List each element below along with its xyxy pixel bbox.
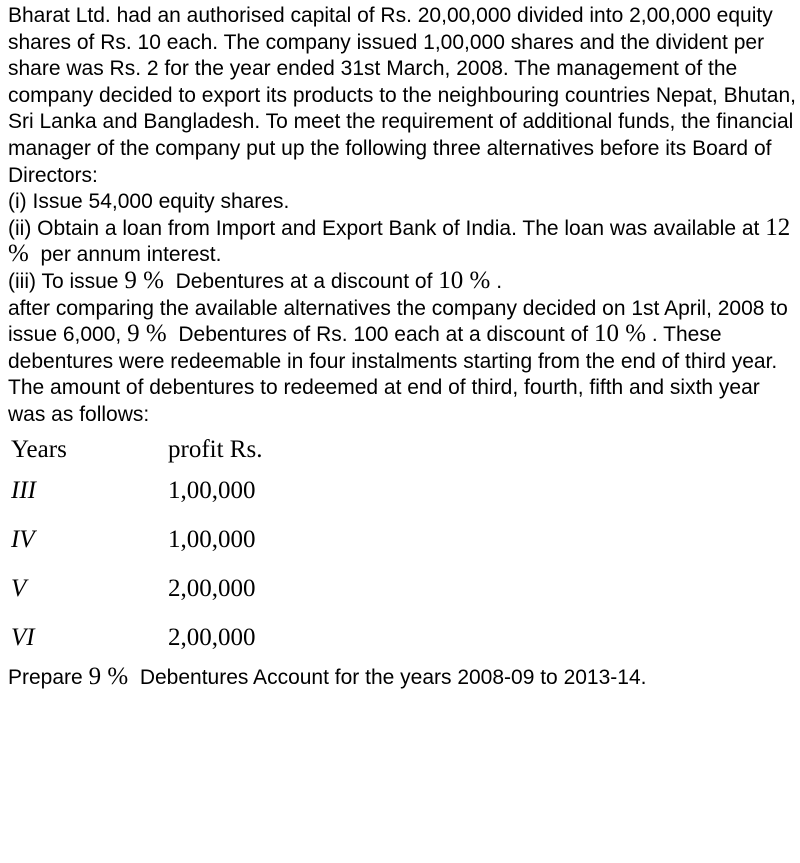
decision-suffix: . These debentures were redeemable in four instalments starting from the end of third year. The amount of debentures to redeemed at end of third, fourth, fifth and sixth year was as follows: [8, 323, 778, 426]
prepare-rate: 9 % [88, 662, 129, 690]
table-cell-year: III [11, 476, 36, 504]
table-row [11, 467, 368, 516]
decision-discount: 10 % [593, 320, 647, 348]
table-cell-amount: 1,00,000 [168, 476, 256, 504]
table-cell-amount: 2,00,000 [168, 574, 256, 602]
table-cell-amount: 2,00,000 [168, 623, 256, 651]
table-row [11, 516, 368, 565]
option-3-rate: 9 % [124, 266, 164, 294]
option-2-rate: 12 % [8, 213, 791, 268]
table-cell-year: VI [11, 623, 35, 651]
table-header-profit: profit Rs. [168, 436, 263, 464]
question-intro: Bharat Ltd. had an authorised capital of Rs. 20,00,000 divided into 2,00,000 equity shares of Rs. 10 each. The company issued 1,00,000 shares and the divident per share was Rs. 2 for the year ended 31st March, 2008. The management of the company decided to export its products to the neighbouring countries Nepat, Bhutan, Sri Lanka and Bangladesh. To meet the requirement of additional funds, the financial manager of the company put up the following three alternatives before its Board of Directors: [8, 4, 796, 187]
table-cell-amount: 1,00,000 [168, 525, 256, 553]
option-1: (i) Issue 54,000 equity shares. [8, 190, 290, 214]
decision-prefix: after comparing the available alternatives the company decided on 1st April, 2008 to issue 6,000, [8, 296, 788, 347]
table-header-years: Years [11, 436, 67, 464]
table-cell-year: IV [11, 525, 35, 553]
question-document [8, 3, 796, 691]
table-cell-year: V [11, 574, 27, 602]
option-2-text: (ii) Obtain a loan from Import and Export Bank of India. The loan was available at [8, 216, 760, 240]
table-header-row [11, 435, 368, 467]
prepare-suffix: Debentures Account for the years 2008-09 to 2013-14. [139, 665, 647, 689]
option-3 [8, 266, 796, 296]
option-2-suffix: per annum interest. [40, 243, 222, 267]
option-3-discount: 10 % [438, 266, 491, 294]
decision-paragraph [8, 296, 796, 429]
prepare-prefix: Prepare [8, 665, 83, 689]
option-2 [8, 213, 796, 269]
decision-middle: Debentures of Rs. 100 each at a discount of [178, 323, 589, 347]
prepare-instruction [8, 662, 796, 692]
decision-rate: 9 % [127, 320, 167, 348]
table-row [11, 614, 368, 663]
redemption-table [11, 435, 368, 663]
option-3-prefix: (iii) To issue [8, 269, 119, 293]
option-3-middle: Debentures at a discount of [175, 269, 433, 293]
option-3-suffix: . [496, 269, 503, 293]
table-row [11, 565, 368, 614]
